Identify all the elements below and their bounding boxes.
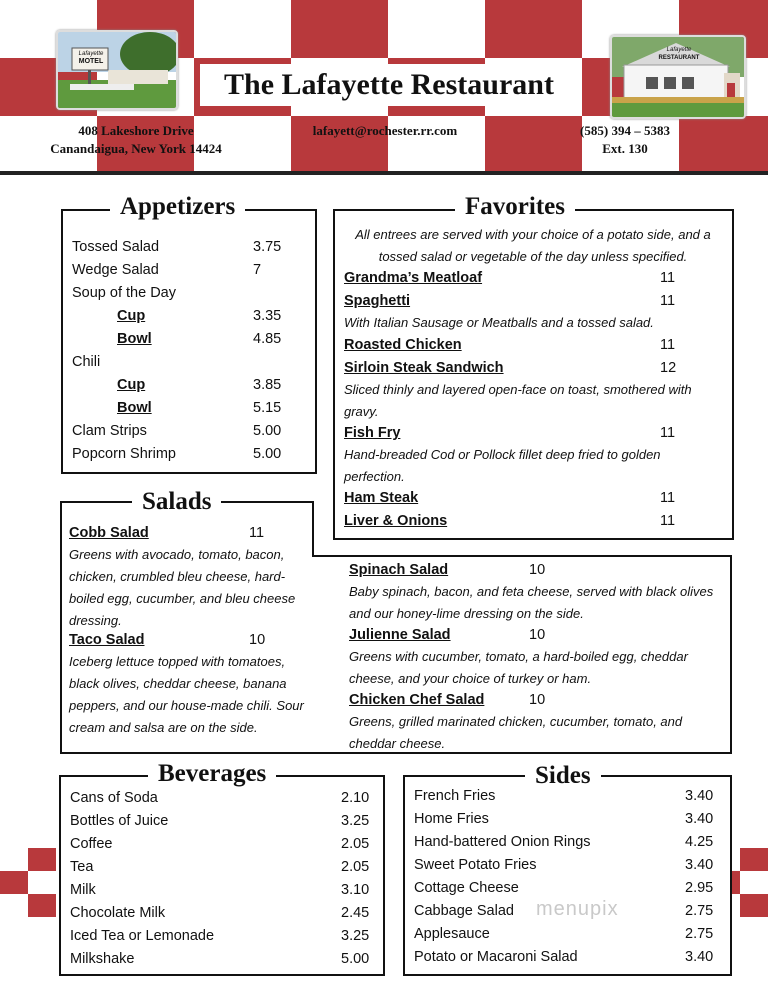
favorites-intro: All entrees are served with your choice of a potato side, and a tossed salad or vegetable of the day unless specified. [355,227,711,264]
favorite-price: 11 [660,270,676,286]
beverage-name: Milkshake [70,951,135,967]
side-name: Hand-battered Onion Rings [414,834,591,850]
side-name: Potato or Macaroni Salad [414,949,578,965]
motel-sign-text-2: MOTEL [78,58,104,65]
salad-price: 10 [529,627,546,643]
appetizer-price: 3.35 [253,308,282,324]
appetizer-name: Popcorn Shrimp [72,446,176,462]
restaurant-sign-text-2: RESTAURANT [658,55,700,61]
beverage-price: 3.25 [341,928,370,944]
beverage-price: 3.10 [341,882,370,898]
appetizer-name: Wedge Salad [72,262,159,278]
salad-name: Cobb Salad [69,525,149,541]
restaurant-title: The Lafayette Restaurant [200,64,578,106]
favorite-name: Sirloin Steak Sandwich [344,360,504,376]
favorite-price: 11 [660,337,676,353]
email[interactable]: lafayett@rochester.rr.com [312,123,458,138]
beverage-name: Milk [70,882,96,898]
salad-name: Taco Salad [69,632,145,648]
side-price: 2.75 [685,903,714,919]
favorite-price: 11 [660,513,676,529]
appetizer-price: 7 [253,262,262,278]
beverage-price: 2.05 [341,836,370,852]
restaurant-sign-text-1: Lafayette [666,47,692,53]
salad-desc: Greens with cucumber, tomato, a hard-boiled egg, cheddar cheese, and your choice of turkey or ham. [349,649,688,686]
side-price: 3.40 [685,949,714,965]
appetizer-price: 3.75 [253,239,282,255]
favorite-desc: With Italian Sausage or Meatballs and a tossed salad. [344,315,654,330]
appetizer-name: Cup [117,377,146,393]
favorite-desc: Hand-breaded Cod or Pollock fillet deep fried to golden perfection. [344,447,661,484]
side-name: Cottage Cheese [414,880,519,896]
appetizer-price: 5.15 [253,400,282,416]
appetizer-price: 5.00 [253,423,282,439]
side-name: Cabbage Salad [414,903,514,919]
favorite-price: 12 [660,360,677,376]
beverages-title: Beverages [148,760,276,788]
salad-price: 10 [529,562,546,578]
appetizer-name: Chili [72,354,101,370]
favorite-name: Roasted Chicken [344,337,462,353]
appetizers-title: Appetizers [110,193,245,221]
side-price: 4.25 [685,834,714,850]
appetizer-name: Soup of the Day [72,285,176,301]
salad-desc: Greens, grilled marinated chicken, cucumber, tomato, and cheddar cheese. [349,714,683,751]
salad-desc: Greens with avocado, tomato, bacon, chicken, crumbled bleu cheese, hard-boiled egg, cucumber, and bleu cheese dressing. [69,547,296,628]
beverage-price: 2.10 [341,790,370,806]
side-price: 2.75 [685,926,714,942]
favorite-name: Fish Fry [344,425,401,441]
watermark: menupix [536,898,619,920]
beverage-price: 2.05 [341,859,370,875]
side-name: French Fries [414,788,496,804]
appetizer-price: 5.00 [253,446,282,462]
salad-name: Spinach Salad [349,562,449,578]
salad-desc: Iceberg lettuce topped with tomatoes, black olives, cheddar cheese, banana peppers, and our house-made chili. Sour cream and salsa are on the side. [69,654,304,735]
appetizer-name: Bowl [117,331,152,347]
salad-name: Julienne Salad [349,627,451,643]
favorites-title: Favorites [455,193,575,221]
beverage-name: Chocolate Milk [70,905,166,921]
appetizer-name: Bowl [117,400,152,416]
beverage-price: 3.25 [341,813,370,829]
appetizer-price: 4.85 [253,331,282,347]
favorite-price: 11 [660,425,676,441]
motel-sign-text-1: Lafayette [78,51,104,57]
side-name: Home Fries [414,811,489,827]
salad-price: 11 [249,525,265,541]
salad-desc: Baby spinach, bacon, and feta cheese, served with black olives and our honey-lime dressing on the side. [349,584,714,621]
favorite-name: Spaghetti [344,293,411,309]
side-name: Applesauce [414,926,490,942]
side-price: 3.40 [685,857,714,873]
beverage-price: 5.00 [341,951,370,967]
favorite-name: Grandma’s Meatloaf [344,270,483,286]
beverage-name: Tea [70,859,94,875]
phone-number[interactable]: (585) 394 – 5383 [580,123,670,138]
salad-name: Chicken Chef Salad [349,692,485,708]
beverage-name: Bottles of Juice [70,813,169,829]
beverage-price: 2.45 [341,905,370,921]
side-price: 2.95 [685,880,714,896]
beverage-name: Cans of Soda [70,790,158,806]
side-name: Sweet Potato Fries [414,857,537,873]
address-line-1: 408 Lakeshore Drive [78,123,194,138]
appetizer-price: 3.85 [253,377,282,393]
address-line-2: Canandaigua, New York 14424 [50,141,222,156]
appetizer-name: Cup [117,308,146,324]
salads-title: Salads [132,488,221,516]
salad-price: 10 [249,632,266,648]
favorite-price: 11 [660,490,676,506]
appetizer-name: Tossed Salad [72,239,160,255]
beverage-name: Coffee [70,836,113,852]
side-price: 3.40 [685,788,714,804]
sides-title: Sides [525,762,601,790]
salad-price: 10 [529,692,546,708]
phone-ext: Ext. 130 [602,141,648,156]
favorite-price: 11 [660,293,676,309]
appetizer-name: Clam Strips [72,423,147,439]
side-price: 3.40 [685,811,714,827]
beverage-name: Iced Tea or Lemonade [70,928,215,944]
favorite-name: Liver & Onions [344,513,448,529]
favorite-name: Ham Steak [344,490,419,506]
favorite-desc: Sliced thinly and layered open-face on toast, smothered with gravy. [344,382,692,419]
